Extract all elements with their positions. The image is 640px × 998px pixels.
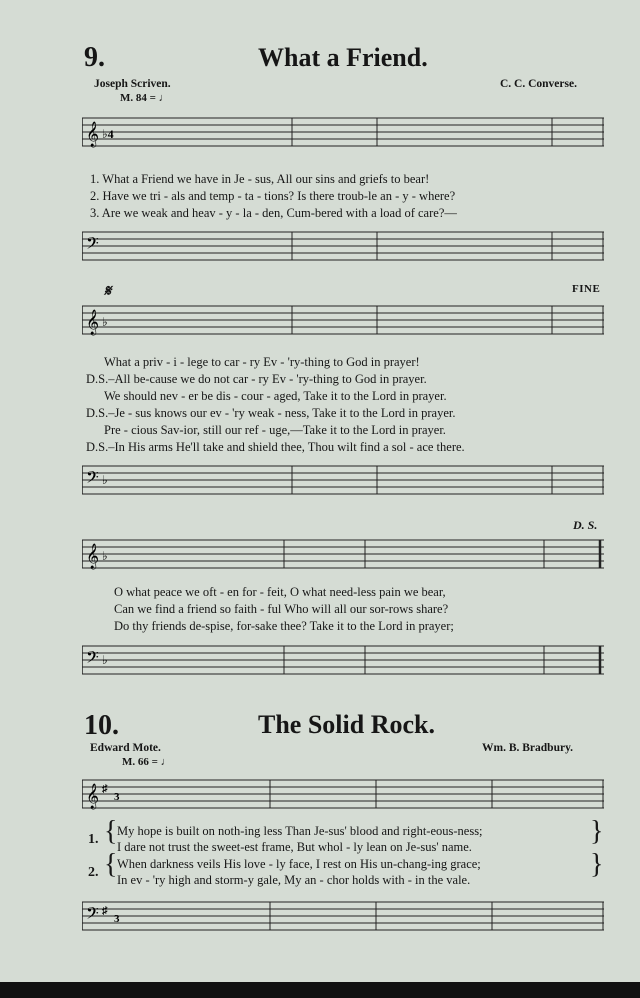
svg-text:♯: ♯ — [102, 905, 108, 917]
hymn-title: What a Friend. — [258, 43, 428, 72]
treble-staff — [82, 108, 604, 160]
svg-text:♭: ♭ — [102, 549, 108, 563]
svg-text:𝄢: 𝄢 — [86, 905, 99, 927]
ds-marking: D. S. — [573, 518, 598, 532]
verse-line: My hope is built on noth-ing less Than Je-sus' blood and right-eous-ness; — [117, 824, 483, 838]
verse-line: Can we find a friend so faith - ful Who will all our sor-rows share? — [114, 602, 449, 616]
verse-line: When darkness veils His love - ly face, I rest on His un-chang-ing grace; — [117, 857, 481, 871]
verse-line: We should nev - er be dis - cour - aged, Take it to the Lord in prayer. — [104, 389, 447, 403]
treble-staff — [82, 296, 604, 348]
brace-right: } — [590, 849, 604, 880]
svg-text:𝄢: 𝄢 — [86, 235, 99, 257]
composer-credit: C. C. Converse. — [500, 78, 577, 90]
page-bottom-edge — [0, 982, 640, 998]
lyricist-credit: Edward Mote. — [90, 742, 161, 754]
verse-number: 1. — [88, 832, 99, 847]
hymn-number: 10. — [84, 710, 119, 741]
svg-text:♭: ♭ — [102, 315, 108, 329]
treble-staff — [82, 530, 604, 582]
brace-right: } — [590, 816, 604, 847]
bass-staff — [82, 892, 604, 942]
metronome-marking: M. 84 = ♩ — [120, 92, 170, 104]
fine-marking: FINE — [572, 283, 601, 295]
verse-line: D.S.–Je - sus knows our ev - 'ry weak - ness, Take it to the Lord in prayer. — [86, 406, 456, 420]
svg-text:♭4: ♭4 — [102, 127, 114, 141]
verse-number: 2. — [88, 865, 99, 880]
verse-line: 2. Have we tri - als and temp - ta - tions? Is there troub-le an - y - where? — [90, 189, 456, 203]
hymn-number: 9. — [84, 42, 105, 73]
verse-line: In ev - 'ry high and storm-y gale, My an - chor holds with - in the vale. — [117, 873, 471, 887]
brace-left: { — [104, 849, 118, 880]
svg-text:♯: ♯ — [102, 783, 108, 795]
bass-staff — [82, 636, 604, 686]
svg-text:𝄞: 𝄞 — [86, 121, 100, 146]
svg-text:𝄞: 𝄞 — [86, 783, 100, 808]
bass-staff — [82, 456, 604, 506]
lyricist-credit: Joseph Scriven. — [94, 78, 171, 90]
bass-staff — [82, 222, 604, 272]
svg-text:𝄢: 𝄢 — [86, 469, 99, 491]
svg-text:♭: ♭ — [102, 653, 108, 667]
verse-line: What a priv - i - lege to car - ry Ev - 'ry-thing to God in prayer! — [104, 355, 420, 369]
metronome-marking: M. 66 = ♩ — [122, 756, 172, 768]
svg-text:3: 3 — [114, 791, 120, 803]
verse-line: 3. Are we weak and heav - y - la - den, Cum-bered with a load of care?— — [90, 206, 457, 220]
treble-staff — [82, 770, 604, 822]
brace-left: { — [104, 816, 118, 847]
verse-line: O what peace we oft - en for - feit, O what need-less pain we bear, — [114, 585, 446, 599]
svg-text:𝄞: 𝄞 — [86, 309, 100, 334]
verse-line: D.S.–All be-cause we do not car - ry Ev - 'ry-thing to God in prayer. — [86, 372, 427, 386]
svg-text:3: 3 — [114, 913, 120, 925]
verse-line: D.S.–In His arms He'll take and shield thee, Thou wilt find a sol - ace there. — [86, 440, 465, 454]
hymn-title: The Solid Rock. — [258, 710, 435, 739]
composer-credit: Wm. B. Bradbury. — [482, 742, 574, 754]
verse-line: Do thy friends de-spise, for-sake thee? Take it to the Lord in prayer; — [114, 619, 454, 633]
svg-text:𝄢: 𝄢 — [86, 649, 99, 671]
svg-text:𝄞: 𝄞 — [86, 543, 100, 568]
segno-sign: 𝄋 — [104, 283, 111, 300]
svg-text:♭: ♭ — [102, 473, 108, 487]
verse-line: I dare not trust the sweet-est frame, But whol - ly lean on Je-sus' name. — [117, 840, 472, 854]
verse-line: Pre - cious Sav-ior, still our ref - uge,—Take it to the Lord in prayer. — [104, 423, 446, 437]
verse-line: 1. What a Friend we have in Je - sus, All our sins and griefs to bear! — [90, 172, 430, 186]
